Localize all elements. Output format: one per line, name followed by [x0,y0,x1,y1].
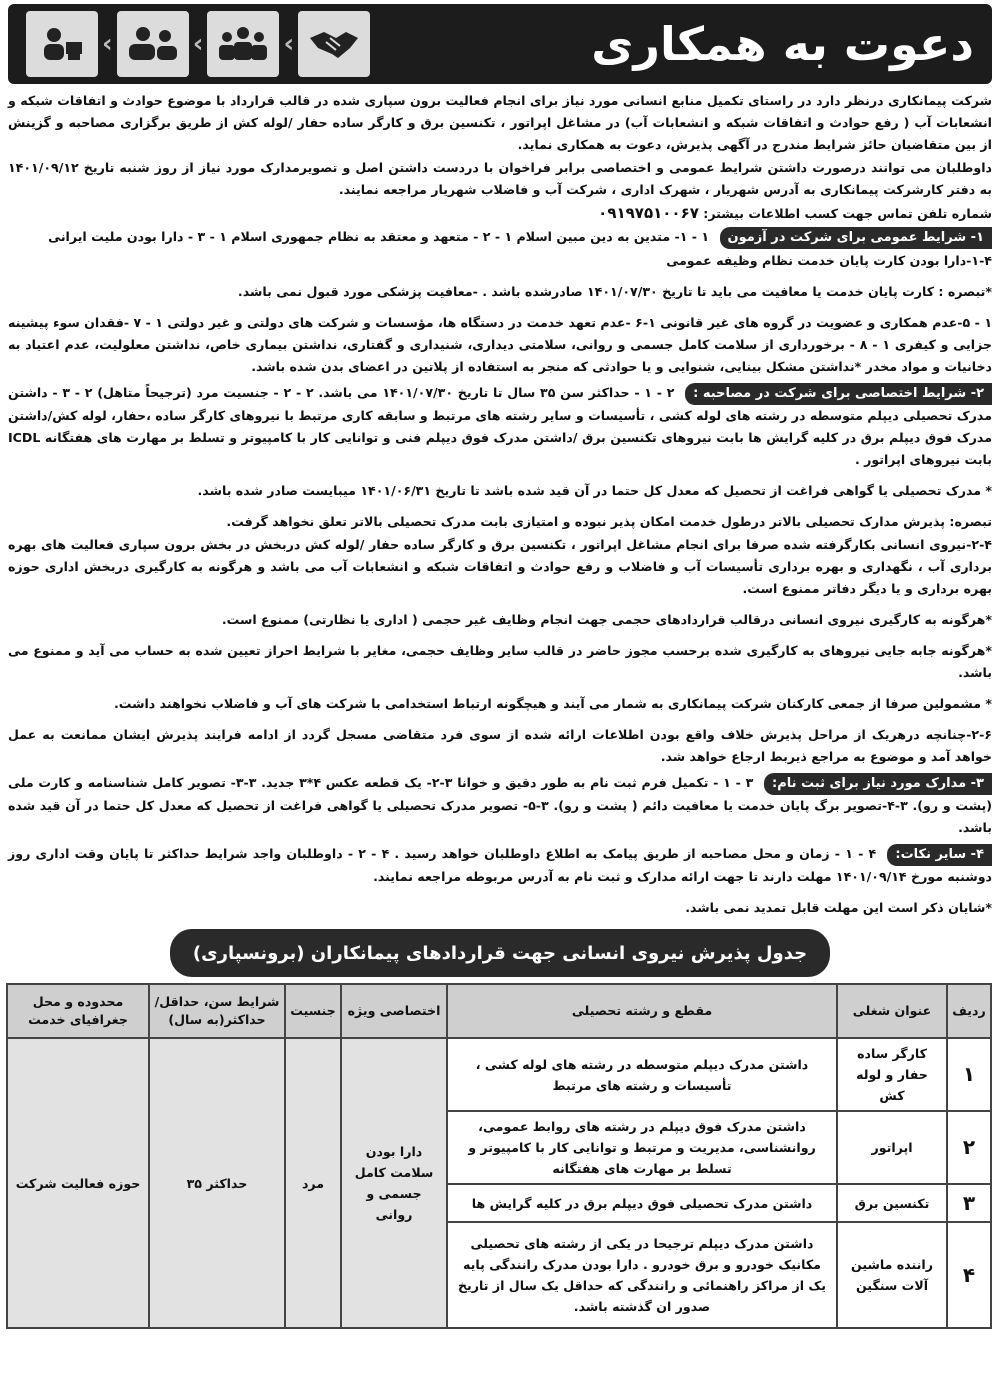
section-3-text-1: ۳ - ۱ - تکمیل فرم ثبت نام به طور دقیق و خوانا ۳-۲- یک قطعه عکس ۴*۳ جدید. ۳-۳- تصویر کامل شناسنامه و کارت ملی (پشت و رو). ۳-۴-تصویر برگ پایان خدمت یا معافیت دائم ( پشت و رو). ۳-۵- تصویر مدرک تحصیلی یا گواهی فراغت از تحصیل که معدل کل حتما در آن قید شده باشد. [8,775,992,835]
section-2-note-3: *هرگونه به کارگیری نیروی انسانی درقالب قراردادهای حجمی جهت انجام وظایف غیر حجمی ( اداری یا نظارتی) ممنوع است. [221,612,992,627]
section-1-note: *تبصره : کارت پایان خدمت یا معافیت می باید تا تاریخ ۱۴۰۱/۰۷/۳۰ صادرشده باشد . -معافیت پزشکی مورد قبول نمی باشد. [237,284,992,299]
user-pair-icon [26,11,98,77]
table-header-row [7,984,991,1038]
age-limit: حداکثر ۳۵ [149,1038,285,1328]
intro-paragraph: شرکت پیمانکاری درنظر دارد در راستای تکمیل منابع انسانی مورد نیاز برای انجام فعالیت برون سپاری شده در قالب قرارداد با موضوع حوادث و اتفاقات شبکه و انشعابات آب ( رفع حوادث و اتفاقات شبکه و انشعابات آب) در مشاغل اپراتور ، تکنسین برق و کارگر ساده حفار /لوله کش از طریق برگزاری مصاحبه و گزینش از بین متقاضیان حائز شرایط مندرج در آگهی پذیرش، دعوت به همکاری نماید. [8,93,992,152]
section-2-line-1 [8,382,992,471]
team-icon [117,11,189,77]
section-1-line-1 [8,226,992,249]
service-area: حوزه فعالیت شرکت [7,1038,149,1328]
section-4-text-1: ۴ - ۱ - زمان و محل مصاحبه از طریق پیامک به اطلاع داوطلبان خواهد رسید . ۴ - ۲ - داوطلبان واجد شرایط حداکثر تا پایان وقت اداری روز دوشنبه مورخ ۱۴۰۱/۰۹/۱۴ مهلت دارند تا جهت ارائه مدارک و ثبت نام به آدرس مربوطه مراجعه نمایند. [8,846,992,884]
education: داشتن مدرک فوق دیپلم در رشته های روابط عمومی، روانشناسی، مدیریت و مرتبط و توانایی کار با کامپیوتر و تسلط بر مهارت های هفتگانه [447,1111,837,1184]
section-2-title: ۲- شرایط اختصاصی برای شرکت در مصاحبه : [685,383,992,405]
table-row [7,1038,991,1111]
intro-deadline-paragraph: داوطلبان می توانند درصورت داشتن شرایط عمومی و اختصاصی برابر فراخوان با دردست داشتن اصل و تصویرمدارک مورد نیاز از روز شنبه تاریخ ۱۴۰۱/۰۹/۱۲ به دفتر کارشرکت پیمانکاری به آدرس شهریار ، شهرک اداری ، شرکت آب و فاضلاب شهریار مراجعه نمایند. [8,160,992,197]
section-2-note-2: تبصره: پذیرش مدارک تحصیلی بالاتر درطول خدمت امکان پذیر نبوده و امتیازی بابت مدرک تحصیلی بالاتر تعلق نخواهد گرفت. [226,514,992,529]
chevron-left-icon: ‹ [283,29,295,59]
row-number: ۱ [947,1038,991,1111]
job-title: تکنسین برق [837,1184,947,1222]
phone-line [8,202,992,225]
section-2-note-5: * مشمولین صرفا از جمعی کارکنان شرکت پیمانکاری به شمار می آیند و هیچگونه ارتباط استخدامی با شرکت های آب و فاضلاب نخواهند داشت. [113,696,992,711]
section-4-line-1 [8,843,992,888]
education: داشتن مدرک دیپلم ترجیحا در یکی از رشته های تحصیلی مکانیک خودرو و برق خودرو . دارا بودن مدرک رانندگی پایه یک از مراکز راهنمائی و رانندگی که حداقل یک سال از تاریخ صدور ان گذشته باشد. [447,1222,837,1328]
row-number: ۳ [947,1184,991,1222]
section-1-title: ۱- شرایط عمومی برای شرکت در آزمون [720,227,993,249]
header-job-title: عنوان شغلی [837,984,947,1038]
section-2-note-4: *هرگونه جابه جایی نیروهای به کارگیری شده برحسب مجوز حاضر در قالب سایر وظایف حجمی، مغایر با شرایط احراز تعیین شده به حساب می آید و ممنوع می باشد. [8,643,992,680]
section-4-note: *شایان ذکر است این مهلت قابل تمدید نمی باشد. [685,900,992,915]
row-number: ۴ [947,1222,991,1328]
gender: مرد [285,1038,341,1328]
handshake-icon [298,11,370,77]
header-education: مقطع و رشته تحصیلی [447,984,837,1038]
table-banner: جدول پذیرش نیروی انسانی جهت قراردادهای پیمانکاران (برونسپاری) [170,929,830,977]
section-2-note-1: * مدرک تحصیلی یا گواهی فراغت از تحصیل که معدل کل حتما در آن قید شده باشد تا تاریخ ۱۴۰۱/۰۶/۳۱ میبایست صادر شده باشد. [197,483,992,498]
row-number: ۲ [947,1111,991,1184]
section-4-title: ۴- سایر نکات: [887,844,992,866]
phone-number[interactable]: ۰۹۱۹۷۵۱۰۰۶۷ [598,204,699,222]
section-3-title: ۳- مدارک مورد نیاز برای ثبت نام: [764,773,992,795]
header-icons [26,11,370,77]
section-1-line-2: ۱-۴-دارا بودن کارت پایان خدمت نظام وظیفه عمومی [666,253,992,268]
section-2-text-1: ۲ - ۱ - حداکثر سن ۳۵ سال تا تاریخ ۱۴۰۱/۰۷/۳۰ می باشد. ۲ - ۲ - جنسیت مرد (ترجیحاً متاهل) ۲ - ۳ - داشتن مدرک تحصیلی دیپلم متوسطه در رشته های لوله کشی ، تأسیسات و سایر رشته های مرتبط و سابقه کاری مرتبط با نیروهای کارگر ساده ،حفار، لوله کش/داشتن مدرک فوق دیپلم برق در کلیه گرایش ها بابت نیروهای تکنسین برق /داشتن مدرک فوق دیپلم فنی و توانایی کار با کامپیوتر و تسلط بر مهارت های هفتگانه ICDL بابت نیروهای اپراتور . [8,385,992,467]
body-text [8,90,992,919]
header-age: شرایط سن، حداقل/ حداکثر(به سال) [149,984,285,1038]
education: داشتن مدرک دیپلم متوسطه در رشته های لوله کشی ، تأسیسات و رشته های مرتبط [447,1038,837,1111]
group-icon [207,11,279,77]
job-title: کارگر ساده حفار و لوله کش [837,1038,947,1111]
section-3-line-1 [8,772,992,839]
header-banner [8,4,992,84]
recruitment-table [6,983,992,1329]
section-1-line-3: ۱ - ۵-عدم همکاری و عضویت در گروه های غیر قانونی ۱-۶ -عدم تعهد خدمت در دستگاه ها، مؤسسات و شرکت های دولتی و غیر دولتی ۱ - ۷ -فقدان سوء پیشینه جزایی و کیفری ۱ - ۸ - برخورداری از سلامت کامل جسمی و روانی، سلامتی دیداری، شنیداری و گفتاری، نداشتن بیماری خاص، نداشتن معلولیت، عدم اعتیاد به دخانیات و مواد مخدر *نداشتن مشکل بینایی، شنوایی و یا حوادثی که منجر به استفاده از پلاتین در اعضای بدن شده باشد. [8,315,992,374]
phone-label: شماره تلفن تماس جهت کسب اطلاعات بیشتر: [703,206,992,221]
chevron-left-icon: ‹ [192,29,204,59]
section-2-line-3: ۲-۶-چنانچه درهریک از مراحل پذیرش خلاف واقع بودن اطلاعات ارائه شده از سوی فرد متقاضی مسجل گردد از ادامه فرایند پذیرش ایشان ممانعت به عمل خواهد آمد و موضوع به مراجع ذیربط ارجاع خواهد شد. [8,727,992,764]
education: داشتن مدرک تحصیلی فوق دیپلم برق در کلیه گرایش ها [447,1184,837,1222]
chevron-left-icon: ‹ [102,29,113,59]
job-title: اپراتور [837,1111,947,1184]
special-requirement: دارا بودن سلامت کامل جسمی و روانی [341,1038,447,1328]
header-area: محدوده و محل جغرافیای خدمت [7,984,149,1038]
section-1-text-1: ۱ - ۱- متدین به دین مبین اسلام ۱ - ۲ - متعهد و معتقد به نظام جمهوری اسلام ۱ - ۳ - دارا بودن ملیت ایرانی [48,229,710,244]
section-2-line-2: ۲-۴-نیروی انسانی بکارگرفته شده صرفا برای انجام مشاغل اپراتور ، تکنسین برق و کارگر ساده حفار /لوله کش دربخش در بخش برون سپاری فعالیت های بهره برداری آب ، نگهداری و بهره برداری تأسیسات آب و فاضلاب و رفع حوادث و اتفاقات شبکه و انشعابات آب می باشد و هرگونه به کارگیری دربخش اداری حوزه بهره برداری و یا دیگر دفاتر ممنوع است. [8,537,992,596]
header-special: اختصاصی ویژه [341,984,447,1038]
header-row-number: ردیف [947,984,991,1038]
page-title: دعوت به همکاری [591,17,974,71]
header-gender: جنسیت [285,984,341,1038]
job-title: راننده ماشین آلات سنگین [837,1222,947,1328]
